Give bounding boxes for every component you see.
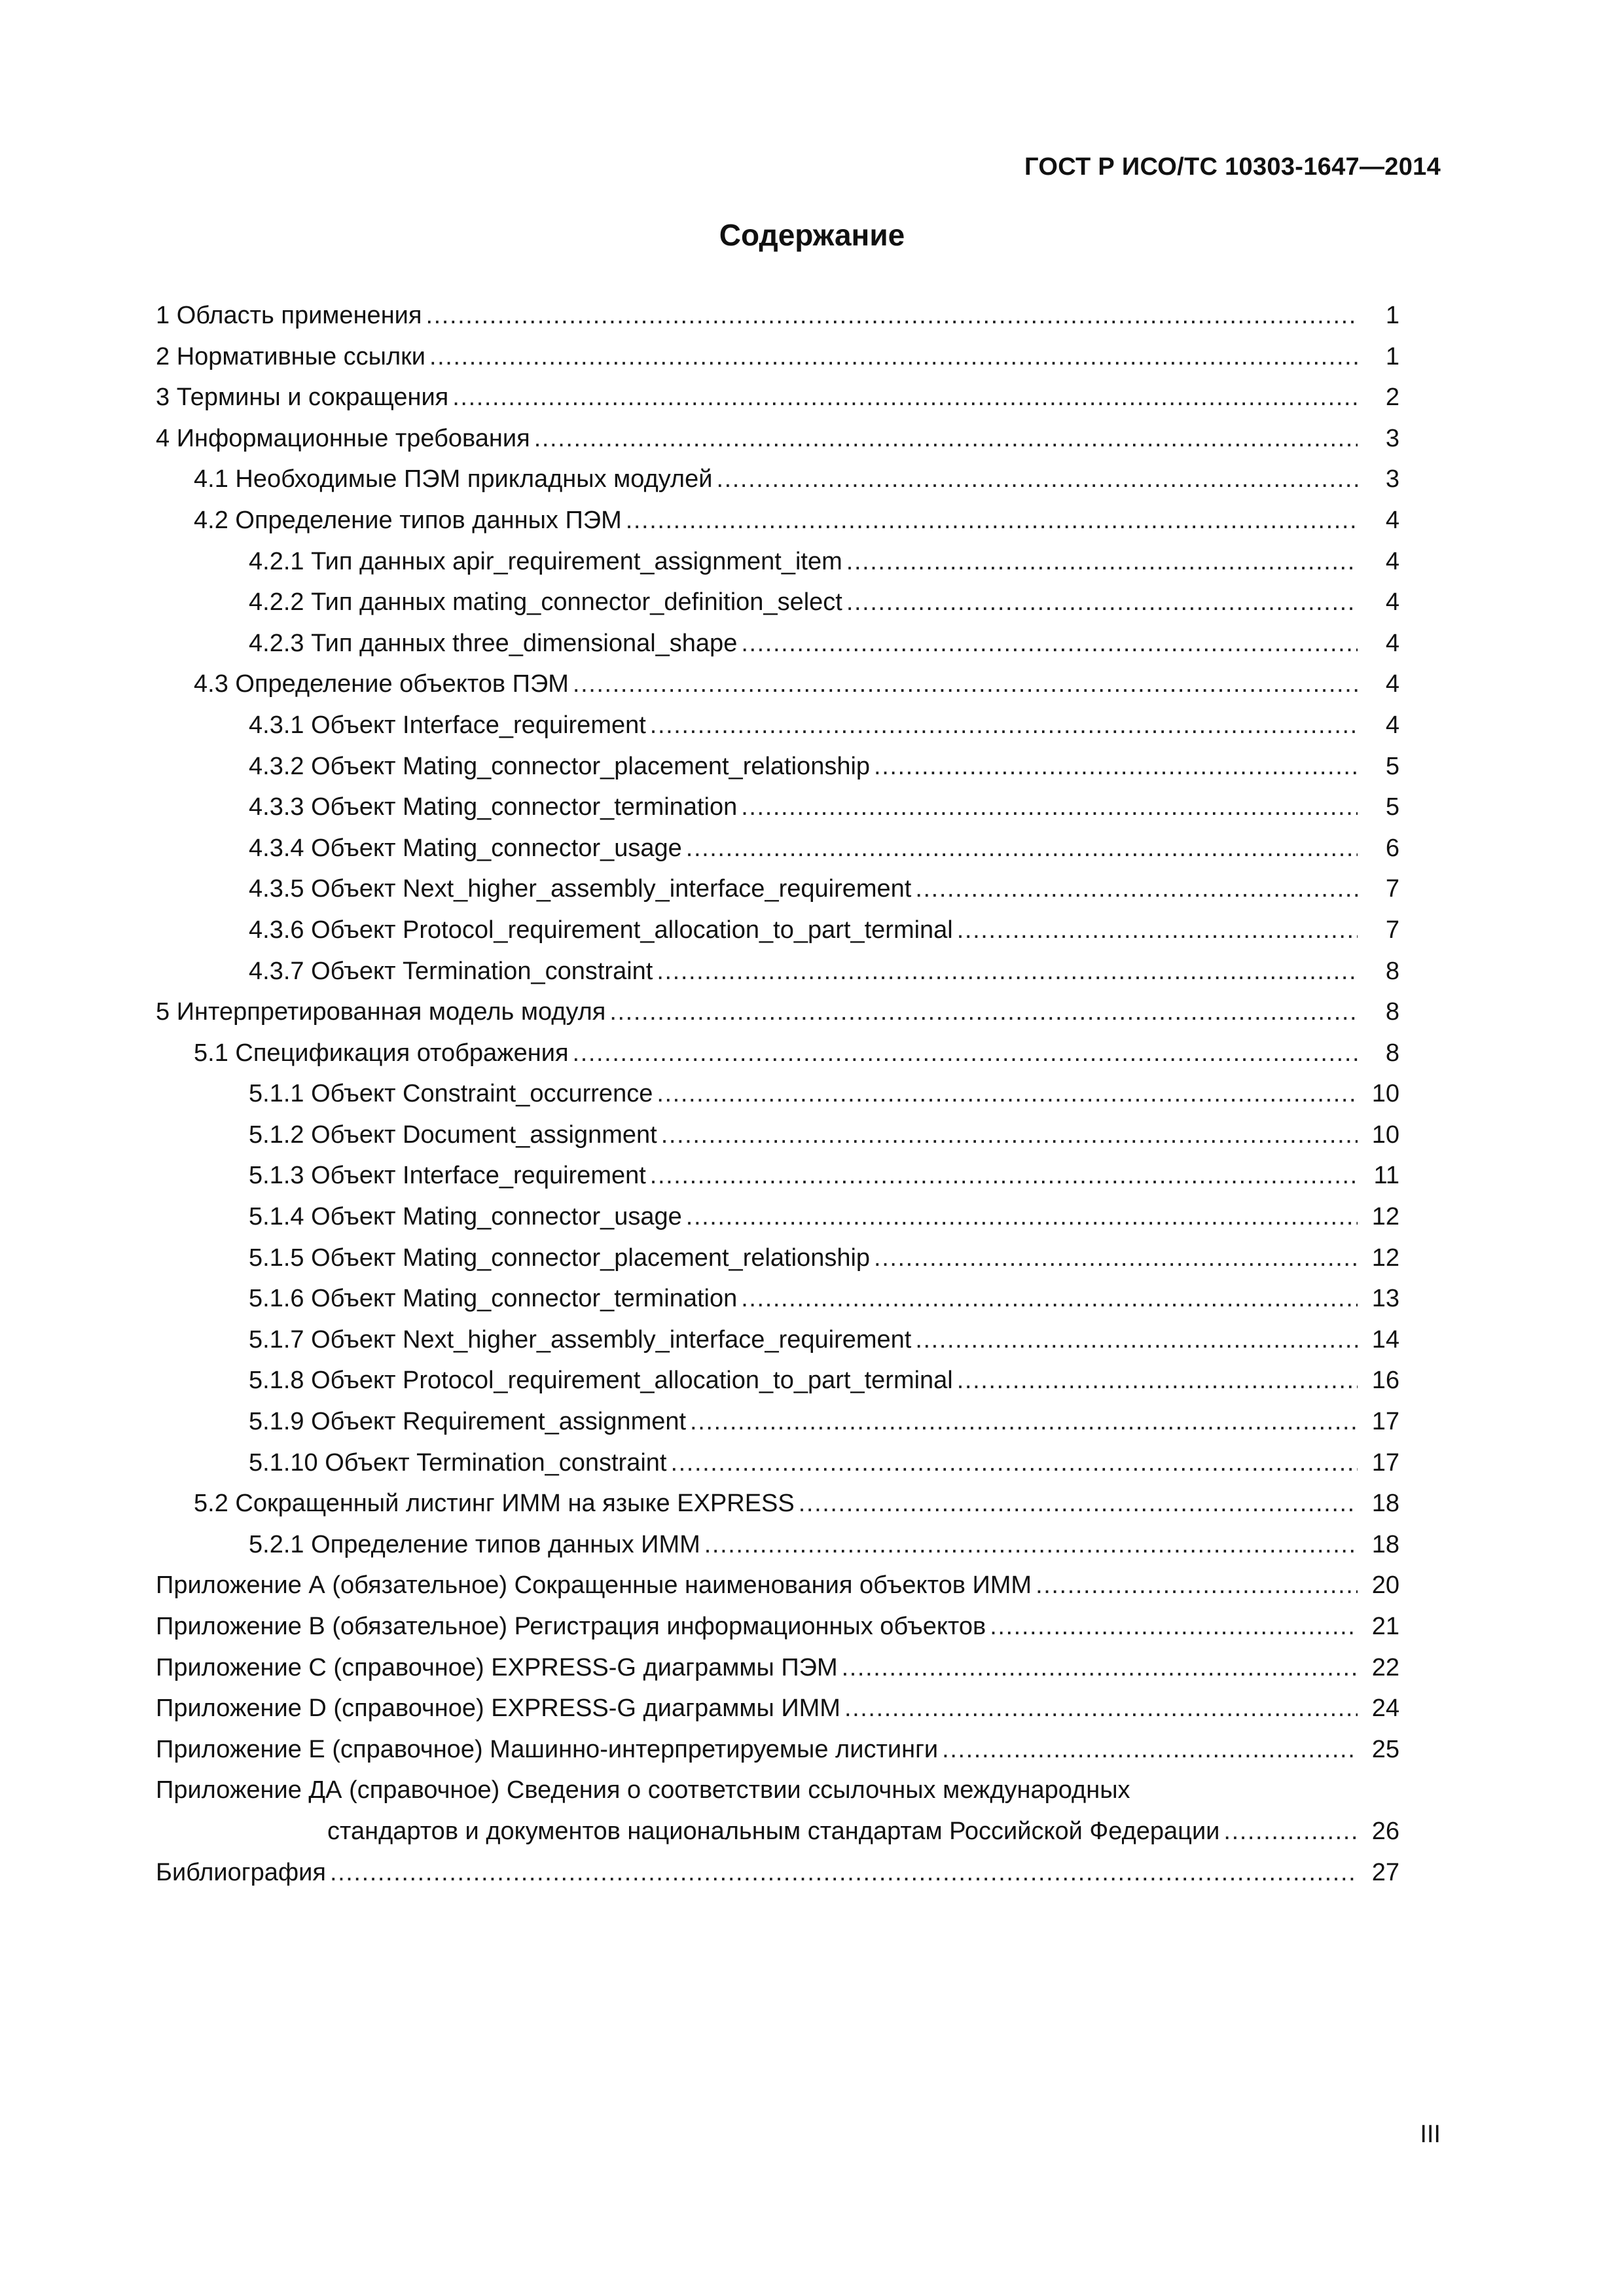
toc-entry-page: 3 [1385, 465, 1399, 493]
toc-entry-label: 4.3.7 Объект Termination_constraint [249, 957, 653, 985]
toc-entry-label: 5.1.8 Объект Protocol_requirement_allocation_to_part_terminal [249, 1367, 953, 1395]
toc-entry-page: 27 [1371, 1858, 1399, 1886]
toc-entry-label: 4.3.2 Объект Mating_connector_placement_relationship [249, 752, 871, 780]
toc-leader-dots [942, 1729, 1358, 1770]
toc-entry-page: 4 [1385, 506, 1399, 534]
toc-leader-dots [609, 992, 1358, 1033]
toc-entry[interactable] [156, 459, 1399, 500]
toc-leader-dots [957, 910, 1358, 951]
toc-entry-label: 5 Интерпретированная модель модуля [156, 998, 606, 1026]
toc-entry-page: 5 [1385, 752, 1399, 780]
toc-entry-page: 25 [1371, 1735, 1399, 1763]
toc-entry[interactable] [156, 1606, 1399, 1647]
toc-entry-page: 4 [1385, 629, 1399, 657]
toc-entry-page: 14 [1371, 1325, 1399, 1354]
toc-leader-dots [846, 582, 1358, 623]
toc-entry-page: 18 [1371, 1490, 1399, 1518]
toc-leader-dots [690, 1401, 1358, 1443]
toc-entry[interactable] [156, 336, 1399, 378]
toc-entry[interactable] [156, 1073, 1399, 1115]
toc-entry-label: 4.3.6 Объект Protocol_requirement_allocation_to_part_terminal [249, 916, 953, 944]
toc-entry-page: 13 [1371, 1285, 1399, 1313]
toc-entry-label: 4.2 Определение типов данных ПЭМ [194, 506, 622, 534]
toc-entry[interactable] [156, 910, 1399, 951]
toc-entry-page: 4 [1385, 588, 1399, 617]
toc-entry[interactable] [156, 869, 1399, 910]
toc-entry-label: Приложение С (справочное) EXPRESS-G диаграммы ПЭМ [156, 1653, 838, 1681]
toc-entry-page: 2 [1385, 384, 1399, 412]
toc-entry-label: Приложение В (обязательное) Регистрация информационных объектов [156, 1613, 986, 1640]
toc-entry-page: 8 [1385, 1039, 1399, 1067]
toc-entry[interactable] [156, 1770, 1399, 1811]
toc-entry-page: 6 [1385, 834, 1399, 862]
toc-entry-label: 5.1.4 Объект Mating_connector_usage [249, 1203, 682, 1231]
toc-entry[interactable] [156, 1115, 1399, 1156]
toc-entry-page: 7 [1385, 875, 1399, 903]
toc-entry-label: 4.3 Определение объектов ПЭМ [194, 670, 569, 698]
toc-entry-label: 4.2.3 Тип данных three_dimensional_shape [249, 629, 738, 657]
toc-entry-label: 4.3.3 Объект Mating_connector_termination [249, 793, 738, 821]
toc-leader-dots [429, 336, 1358, 378]
toc-entry[interactable] [156, 582, 1399, 623]
toc-leader-dots [704, 1524, 1358, 1566]
toc-entry-label: 4.3.1 Объект Interface_requirement [249, 711, 646, 739]
toc-leader-dots [330, 1852, 1358, 1893]
toc-entry-label: стандартов и документов национальным стандартам Российской Федерации [327, 1817, 1220, 1845]
toc-entry[interactable] [156, 1524, 1399, 1566]
toc-leader-dots [741, 1278, 1358, 1319]
toc-entry-page: 7 [1385, 916, 1399, 944]
toc-entry[interactable] [156, 746, 1399, 787]
toc-entry[interactable] [156, 951, 1399, 992]
toc-leader-dots [657, 951, 1358, 992]
toc-entry-label: 4.2.2 Тип данных mating_connector_definition_select [249, 588, 842, 617]
toc-entry[interactable] [156, 1196, 1399, 1238]
toc-entry-page: 8 [1385, 957, 1399, 985]
toc-entry[interactable] [156, 1319, 1399, 1361]
toc-entry-label: 5.1.3 Объект Interface_requirement [249, 1162, 646, 1190]
toc-entry-page: 17 [1371, 1408, 1399, 1436]
toc-entry-page: 4 [1385, 670, 1399, 698]
toc-entry[interactable] [156, 1811, 1399, 1852]
toc-entry[interactable] [156, 828, 1399, 869]
toc-leader-dots [670, 1443, 1358, 1484]
page-number: III [1420, 2121, 1441, 2148]
toc-entry[interactable] [156, 1852, 1399, 1893]
toc-leader-dots [686, 828, 1358, 869]
toc-entry[interactable] [156, 1401, 1399, 1443]
toc-entry-page: 5 [1385, 793, 1399, 821]
toc-leader-dots [1223, 1811, 1358, 1852]
toc-entry[interactable] [156, 295, 1399, 336]
toc-entry[interactable] [156, 992, 1399, 1033]
toc-entry-label: 4 Информационные требования [156, 424, 530, 452]
toc-entry[interactable] [156, 1360, 1399, 1401]
toc-entry-page: 4 [1385, 547, 1399, 575]
toc-leader-dots [716, 459, 1358, 500]
toc-entry-page: 21 [1371, 1613, 1399, 1640]
toc-entry-page: 10 [1371, 1121, 1399, 1149]
table-of-contents [156, 295, 1399, 1893]
toc-entry-label: 5.2.1 Определение типов данных ИММ [249, 1530, 700, 1558]
toc-entry[interactable] [156, 1729, 1399, 1770]
document-header: ГОСТ Р ИСО/ТС 10303-1647—2014 [1024, 153, 1441, 181]
toc-entry[interactable] [156, 1688, 1399, 1729]
toc-entry-page: 1 [1385, 302, 1399, 329]
toc-leader-dots [534, 418, 1358, 459]
toc-leader-dots [452, 377, 1358, 418]
toc-leader-dots [686, 1196, 1358, 1238]
toc-entry-label: Библиография [156, 1858, 326, 1886]
toc-entry-label: 4.2.1 Тип данных apir_requirement_assignment_item [249, 547, 842, 575]
toc-entry-page: 10 [1371, 1080, 1399, 1108]
toc-entry-page: 20 [1371, 1571, 1399, 1600]
toc-leader-dots [846, 541, 1358, 583]
toc-leader-dots [741, 623, 1358, 664]
toc-entry-label: 5.1.9 Объект Requirement_assignment [249, 1408, 687, 1436]
toc-entry-page: 26 [1371, 1817, 1399, 1845]
toc-leader-dots [650, 1155, 1358, 1196]
toc-entry-page: 22 [1371, 1653, 1399, 1681]
toc-entry-page: 12 [1371, 1244, 1399, 1272]
toc-leader-dots [915, 869, 1358, 910]
toc-leader-dots [799, 1483, 1358, 1524]
toc-leader-dots [915, 1319, 1358, 1361]
toc-entry-label: Приложение ДА (справочное) Сведения о соответствии ссылочных международных [156, 1776, 1130, 1804]
toc-entry-label: 2 Нормативные ссылки [156, 342, 425, 370]
toc-entry-label: 5.1 Спецификация отображения [194, 1039, 569, 1067]
toc-entry[interactable] [156, 664, 1399, 705]
toc-entry-page: 18 [1371, 1530, 1399, 1558]
toc-entry-label: 5.2 Сокращенный листинг ИММ на языке EXPRESS [194, 1490, 795, 1518]
toc-entry-label: 1 Область применения [156, 302, 422, 329]
toc-entry[interactable] [156, 1033, 1399, 1074]
toc-leader-dots [1036, 1565, 1358, 1606]
toc-entry-label: 4.1 Необходимые ПЭМ прикладных модулей [194, 465, 713, 493]
toc-entry-label: 5.1.2 Объект Document_assignment [249, 1121, 657, 1149]
toc-entry-page: 8 [1385, 998, 1399, 1026]
toc-entry-page: 16 [1371, 1367, 1399, 1395]
toc-entry[interactable] [156, 377, 1399, 418]
toc-entry[interactable] [156, 541, 1399, 583]
toc-entry-label: 5.1.6 Объект Mating_connector_termination [249, 1285, 738, 1313]
toc-leader-dots [657, 1073, 1358, 1115]
toc-entry-label: 4.3.4 Объект Mating_connector_usage [249, 834, 682, 862]
toc-leader-dots [661, 1115, 1358, 1156]
toc-leader-dots [741, 787, 1358, 828]
toc-entry-label: 5.1.7 Объект Next_higher_assembly_interface_requirement [249, 1325, 912, 1354]
toc-leader-dots [573, 1033, 1358, 1074]
toc-entry[interactable] [156, 1647, 1399, 1689]
toc-entry[interactable] [156, 1155, 1399, 1196]
toc-entry[interactable] [156, 1278, 1399, 1319]
toc-entry[interactable] [156, 787, 1399, 828]
toc-entry-page: 11 [1373, 1162, 1399, 1190]
toc-entry[interactable] [156, 623, 1399, 664]
toc-entry-label: 5.1.5 Объект Mating_connector_placement_relationship [249, 1244, 871, 1272]
toc-leader-dots [957, 1360, 1358, 1401]
toc-entry[interactable] [156, 500, 1399, 541]
toc-entry[interactable] [156, 705, 1399, 746]
toc-entry-label: 3 Термины и сокращения [156, 384, 449, 412]
toc-leader-dots [842, 1647, 1358, 1689]
toc-entry-label: Приложение А (обязательное) Сокращенные наименования объектов ИММ [156, 1571, 1032, 1600]
toc-entry-page: 24 [1371, 1695, 1399, 1723]
toc-entry-label: 5.1.10 Объект Termination_constraint [249, 1448, 667, 1477]
toc-leader-dots [990, 1606, 1358, 1647]
toc-entry[interactable] [156, 1238, 1399, 1279]
toc-entry-page: 4 [1385, 711, 1399, 739]
toc-leader-dots [874, 746, 1358, 787]
toc-leader-dots [650, 705, 1358, 746]
toc-leader-dots [874, 1238, 1358, 1279]
toc-entry-page: 17 [1371, 1448, 1399, 1477]
page-title: Содержание [719, 218, 905, 252]
toc-entry-page: 12 [1371, 1203, 1399, 1231]
toc-entry-page: 3 [1385, 424, 1399, 452]
toc-entry[interactable] [156, 1483, 1399, 1524]
toc-leader-dots [573, 664, 1358, 705]
toc-entry[interactable] [156, 1565, 1399, 1606]
toc-leader-dots [844, 1688, 1358, 1729]
toc-entry-page: 1 [1385, 342, 1399, 370]
toc-entry-label: 5.1.1 Объект Constraint_occurrence [249, 1080, 653, 1108]
toc-entry-label: 4.3.5 Объект Next_higher_assembly_interface_requirement [249, 875, 912, 903]
toc-entry[interactable] [156, 1443, 1399, 1484]
toc-leader-dots [626, 500, 1358, 541]
toc-entry[interactable] [156, 418, 1399, 459]
toc-entry-label: Приложение Е (справочное) Машинно-интерпретируемые листинги [156, 1735, 939, 1763]
toc-entry-label: Приложение D (справочное) EXPRESS-G диаграммы ИММ [156, 1695, 840, 1723]
toc-leader-dots [425, 295, 1358, 336]
